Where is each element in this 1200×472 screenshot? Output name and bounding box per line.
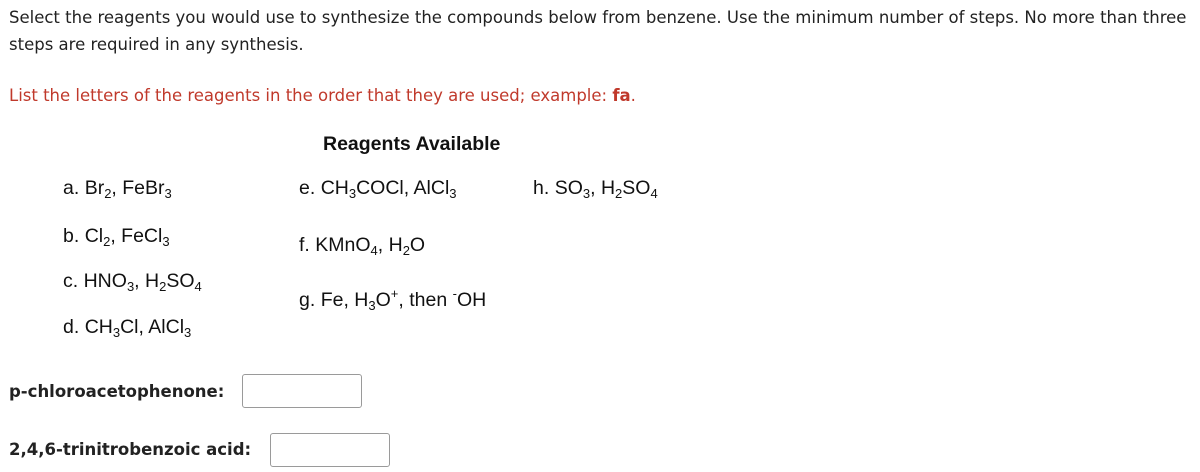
reagent-letter: h. [533, 177, 550, 199]
reagent-formula: Fe, $H_3O^+$, then -OH [320, 286, 487, 313]
reagent-formula: $CH_3Cl$, AlCl$_3$ [84, 316, 192, 340]
reagent-formula: $Br_2$, FeBr$_3$ [84, 177, 172, 201]
instruction-example: fa [612, 86, 631, 105]
reagent-c [63, 270, 202, 293]
reagent-letter: c. [63, 270, 79, 292]
reagent-formula: KMnO$_4$, $H_2O$ [315, 234, 426, 258]
reagent-letter: d. [63, 316, 80, 338]
reagent-g [299, 286, 487, 313]
reagent-h [533, 177, 658, 200]
intro-text: Select the reagents you would use to synthesize the compounds below from benzene. Use the minimum number of steps. No more than three steps are required in any synthesis. [9, 8, 1187, 54]
reagent-letter: f. [299, 234, 310, 256]
reagent-letter: g. [299, 289, 316, 311]
reagent-b [63, 225, 170, 248]
reagent-letter: e. [299, 177, 316, 199]
answer-input-chloroacetophenone[interactable] [242, 374, 362, 408]
reagent-a [63, 177, 172, 200]
instruction-text [9, 82, 636, 109]
question-label-chloroacetophenone: p-chloroacetophenone: [9, 382, 225, 401]
reagent-formula: $CH_3COCl$, AlCl$_3$ [320, 177, 457, 201]
instruction-end: . [630, 86, 636, 105]
instruction-main: List the letters of the reagents in the order that they are used; example: [9, 86, 613, 105]
reagent-letter: b. [63, 225, 80, 247]
reagent-formula: $SO_3$, $H_2SO_4$ [554, 177, 658, 201]
reagents-available-heading: Reagents Available [323, 133, 501, 155]
reagent-formula: $Cl_2$, FeCl$_3$ [84, 225, 170, 249]
reagent-e [299, 177, 457, 200]
reagent-letter: a. [63, 177, 80, 199]
reagent-d [63, 316, 191, 339]
reagent-formula: $HNO_3$, $H_2SO_4$ [83, 270, 202, 294]
question-label-trinitrobenzoic-acid: 2,4,6-trinitrobenzoic acid: [9, 440, 252, 459]
answer-input-trinitrobenzoic-acid[interactable] [270, 433, 390, 467]
reagent-f [299, 234, 425, 257]
